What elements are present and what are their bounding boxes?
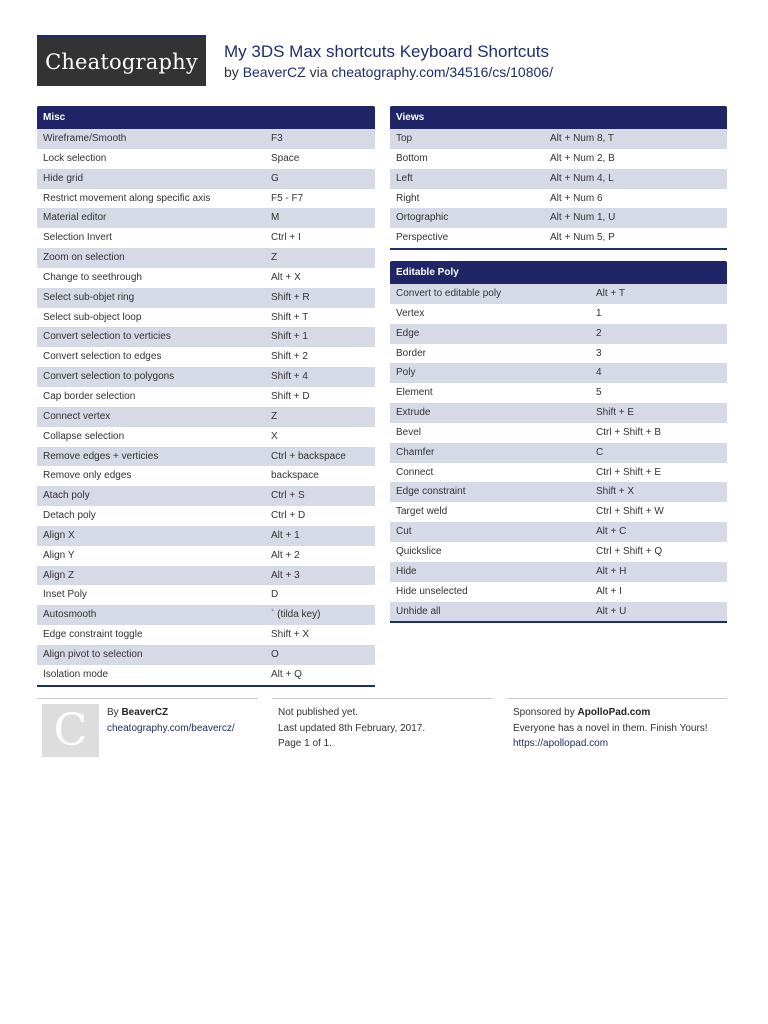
footer-author-name: BeaverCZ xyxy=(121,707,169,718)
shortcut-key: Shift + 2 xyxy=(271,351,308,363)
shortcut-row xyxy=(390,149,727,169)
shortcut-row xyxy=(37,447,375,467)
shortcut-command: Target weld xyxy=(396,506,448,518)
publish-status: Not published yet. xyxy=(278,707,359,718)
shortcut-command: Edge constraint xyxy=(396,486,466,498)
editable-poly-section xyxy=(390,261,727,623)
shortcut-command: Cut xyxy=(396,526,412,538)
shortcut-command: Hide grid xyxy=(43,172,84,184)
shortcut-row xyxy=(390,284,727,304)
shortcut-key: Alt + Q xyxy=(271,668,302,680)
shortcut-row xyxy=(37,625,375,645)
shortcut-key: 1 xyxy=(596,307,602,319)
views-section-title: Views xyxy=(390,106,727,129)
shortcut-row xyxy=(390,363,727,383)
author-avatar[interactable]: C xyxy=(42,704,99,757)
shortcut-row xyxy=(37,546,375,566)
shortcut-row xyxy=(37,407,375,427)
last-updated: Last updated 8th February, 2017. xyxy=(278,722,426,734)
shortcut-command: Extrude xyxy=(396,407,431,419)
shortcut-command: Unhide all xyxy=(396,605,441,617)
shortcut-key: X xyxy=(271,430,278,442)
shortcut-row xyxy=(37,129,375,149)
shortcut-command: Remove edges + verticies xyxy=(43,450,159,462)
sponsor-tagline: Everyone has a novel in them. Finish Yours! xyxy=(513,722,708,734)
shortcut-command: Edge xyxy=(396,327,420,339)
shortcut-key: Alt + C xyxy=(596,526,627,538)
shortcut-row xyxy=(37,228,375,248)
shortcut-command: Align X xyxy=(43,529,75,541)
views-rows xyxy=(390,129,727,248)
shortcut-key: 4 xyxy=(596,367,602,379)
shortcut-row xyxy=(390,189,727,209)
shortcut-row xyxy=(37,189,375,209)
shortcut-key: F5 - F7 xyxy=(271,192,304,204)
shortcut-command: Chamfer xyxy=(396,446,435,458)
shortcut-row xyxy=(37,169,375,189)
shortcut-row xyxy=(390,542,727,562)
shortcut-command: Perspective xyxy=(396,232,449,244)
shortcut-command: Ortographic xyxy=(396,212,449,224)
shortcut-key: Alt + Num 2, B xyxy=(550,152,615,164)
footer-divider xyxy=(37,698,258,699)
sponsor-prefix: Sponsored by xyxy=(513,707,575,718)
shortcut-command: Select sub-objet ring xyxy=(43,291,135,303)
page-number: Page 1 of 1. xyxy=(278,738,332,749)
shortcut-row xyxy=(390,443,727,463)
shortcut-key: Ctrl + D xyxy=(271,510,306,522)
shortcut-command: Material editor xyxy=(43,212,107,224)
shortcut-key: Ctrl + Shift + E xyxy=(596,466,662,478)
shortcut-row xyxy=(37,387,375,407)
shortcut-row xyxy=(390,344,727,364)
shortcut-key: M xyxy=(271,212,280,224)
shortcut-key: Shift + D xyxy=(271,390,310,402)
shortcut-command: Right xyxy=(396,192,420,204)
footer-divider xyxy=(272,698,493,699)
cheatsheet-url-link[interactable]: cheatography.com/34516/cs/10806/ xyxy=(331,64,553,80)
shortcut-key: Alt + Num 4, L xyxy=(550,172,614,184)
shortcut-key: F3 xyxy=(271,133,283,144)
shortcut-command: Select sub-object loop xyxy=(43,311,142,323)
shortcut-row xyxy=(390,502,727,522)
shortcut-key: Alt + U xyxy=(596,605,627,617)
shortcut-command: Left xyxy=(396,172,413,184)
shortcut-row xyxy=(37,427,375,447)
shortcut-key: Z xyxy=(271,410,278,422)
shortcut-row xyxy=(390,324,727,344)
shortcut-command: Convert selection to verticies xyxy=(43,331,171,343)
shortcut-key: ` (tilda key) xyxy=(271,609,321,621)
shortcut-command: Vertex xyxy=(396,307,425,319)
misc-section xyxy=(37,106,375,687)
shortcut-key: Shift + 4 xyxy=(271,371,308,383)
shortcut-key: Ctrl + Shift + W xyxy=(596,506,664,518)
shortcut-command: Top xyxy=(396,133,413,144)
page-title: My 3DS Max shortcuts Keyboard Shortcuts xyxy=(224,42,550,61)
shortcut-key: Ctrl + Shift + Q xyxy=(596,545,663,557)
shortcut-row xyxy=(37,466,375,486)
shortcut-key: Ctrl + Shift + B xyxy=(596,426,662,438)
shortcut-key: D xyxy=(271,589,279,601)
shortcut-key: Ctrl + backspace xyxy=(271,450,346,462)
shortcut-row xyxy=(390,423,727,443)
shortcut-command: Selection Invert xyxy=(43,232,112,244)
shortcut-key: Alt + Num 5, P xyxy=(550,232,615,244)
shortcut-command: Align pivot to selection xyxy=(43,648,143,660)
shortcut-key: Ctrl + I xyxy=(271,232,301,244)
shortcut-row xyxy=(37,268,375,288)
shortcut-row xyxy=(37,308,375,328)
shortcut-row xyxy=(37,526,375,546)
shortcut-command: Detach poly xyxy=(43,510,96,522)
shortcut-command: Wireframe/Smooth xyxy=(43,133,127,144)
shortcut-command: Convert to editable poly xyxy=(396,288,502,299)
misc-section-title: Misc xyxy=(37,106,375,129)
shortcut-command: Atach poly xyxy=(43,490,90,502)
shortcut-command: Lock selection xyxy=(43,152,107,164)
shortcut-row xyxy=(37,585,375,605)
shortcut-row xyxy=(37,347,375,367)
footer-author-block xyxy=(107,705,235,736)
shortcut-row xyxy=(37,486,375,506)
shortcut-row xyxy=(37,645,375,665)
shortcut-row xyxy=(37,605,375,625)
shortcut-key: Alt + H xyxy=(596,565,627,577)
by-prefix: by xyxy=(224,64,239,80)
shortcut-command: Connect xyxy=(396,466,434,478)
shortcut-command: Quickslice xyxy=(396,545,442,557)
shortcut-row xyxy=(37,367,375,387)
shortcut-row xyxy=(390,304,727,324)
shortcut-command: Poly xyxy=(396,367,416,379)
shortcut-key: Alt + 3 xyxy=(271,569,300,581)
footer-by-label: By xyxy=(107,707,119,718)
shortcut-row xyxy=(390,463,727,483)
shortcut-row xyxy=(37,506,375,526)
shortcut-row xyxy=(390,482,727,502)
shortcut-command: Autosmooth xyxy=(43,609,97,621)
shortcut-key: Shift + R xyxy=(271,291,310,303)
shortcut-row xyxy=(37,566,375,586)
editable-poly-section-title: Editable Poly xyxy=(390,261,727,284)
shortcut-key: Shift + X xyxy=(596,486,635,498)
shortcut-row xyxy=(390,403,727,423)
shortcut-key: 3 xyxy=(596,347,602,359)
shortcut-key: Space xyxy=(271,152,300,164)
shortcut-command: Zoom on selection xyxy=(43,252,125,264)
shortcut-command: Align Z xyxy=(43,569,75,581)
shortcut-key: Ctrl + S xyxy=(271,490,305,502)
shortcut-command: Connect vertex xyxy=(43,410,111,422)
shortcut-key: Z xyxy=(271,252,278,264)
shortcut-command: Border xyxy=(396,347,427,359)
shortcut-row xyxy=(390,562,727,582)
shortcut-key: Alt + 1 xyxy=(271,529,300,541)
shortcut-key: G xyxy=(271,172,279,184)
shortcut-command: Edge constraint toggle xyxy=(43,629,143,641)
shortcut-row xyxy=(390,522,727,542)
shortcut-key: Alt + Num 8, T xyxy=(550,133,615,144)
shortcut-row xyxy=(390,602,727,622)
shortcut-row xyxy=(37,327,375,347)
footer-sponsor-block xyxy=(513,705,708,752)
shortcut-key: Alt + T xyxy=(596,288,625,299)
shortcut-row xyxy=(37,208,375,228)
shortcut-row xyxy=(390,208,727,228)
misc-rows xyxy=(37,129,375,685)
shortcut-row xyxy=(390,228,727,248)
shortcut-command: Convert selection to polygons xyxy=(43,371,175,383)
cheatography-logo[interactable]: Cheatography xyxy=(37,35,206,86)
shortcut-command: Collapse selection xyxy=(43,430,125,442)
shortcut-command: Bottom xyxy=(396,152,428,164)
shortcut-key: Alt + I xyxy=(596,585,622,597)
shortcut-command: Restrict movement along specific axis xyxy=(43,192,211,204)
shortcut-key: C xyxy=(596,446,604,458)
shortcut-row xyxy=(390,582,727,602)
shortcut-command: Change to seethrough xyxy=(43,271,142,283)
shortcut-command: Hide unselected xyxy=(396,585,468,597)
shortcut-command: Align Y xyxy=(43,549,75,561)
editable-poly-rows xyxy=(390,284,727,621)
shortcut-command: Cap border selection xyxy=(43,390,136,402)
shortcut-row xyxy=(37,665,375,685)
shortcut-command: Hide xyxy=(396,565,417,577)
shortcut-key: backspace xyxy=(271,470,319,482)
shortcut-row xyxy=(37,288,375,308)
shortcut-key: Shift + 1 xyxy=(271,331,308,343)
shortcut-key: 2 xyxy=(596,327,602,339)
shortcut-command: Element xyxy=(396,387,433,399)
author-link[interactable]: BeaverCZ xyxy=(242,64,306,80)
shortcut-key: Alt + Num 6 xyxy=(550,192,603,204)
footer-divider xyxy=(507,698,727,699)
shortcut-key: Shift + T xyxy=(271,311,309,323)
shortcut-row xyxy=(390,169,727,189)
shortcut-command: Isolation mode xyxy=(43,668,109,680)
sponsor-name: ApolloPad.com xyxy=(577,707,651,718)
via-text: via xyxy=(309,64,328,80)
shortcut-row xyxy=(390,129,727,149)
shortcut-row xyxy=(390,383,727,403)
shortcut-key: 5 xyxy=(596,387,602,399)
shortcut-command: Remove only edges xyxy=(43,470,132,482)
footer-author-link[interactable]: cheatography.com/beavercz/ xyxy=(107,722,235,734)
sponsor-link[interactable]: https://apollopad.com xyxy=(513,738,609,749)
shortcut-row xyxy=(37,149,375,169)
footer-status-block xyxy=(278,705,425,752)
shortcut-command: Convert selection to edges xyxy=(43,351,162,363)
shortcut-key: Alt + X xyxy=(271,271,301,283)
page-byline xyxy=(224,64,553,80)
shortcut-key: Alt + 2 xyxy=(271,549,300,561)
shortcut-key: Shift + X xyxy=(271,629,310,641)
shortcut-command: Bevel xyxy=(396,426,422,438)
shortcut-key: Alt + Num 1, U xyxy=(550,212,616,224)
shortcut-key: Shift + E xyxy=(596,407,635,419)
views-section xyxy=(390,106,727,250)
shortcut-row xyxy=(37,248,375,268)
shortcut-command: Inset Poly xyxy=(43,589,87,601)
shortcut-key: O xyxy=(271,648,279,660)
